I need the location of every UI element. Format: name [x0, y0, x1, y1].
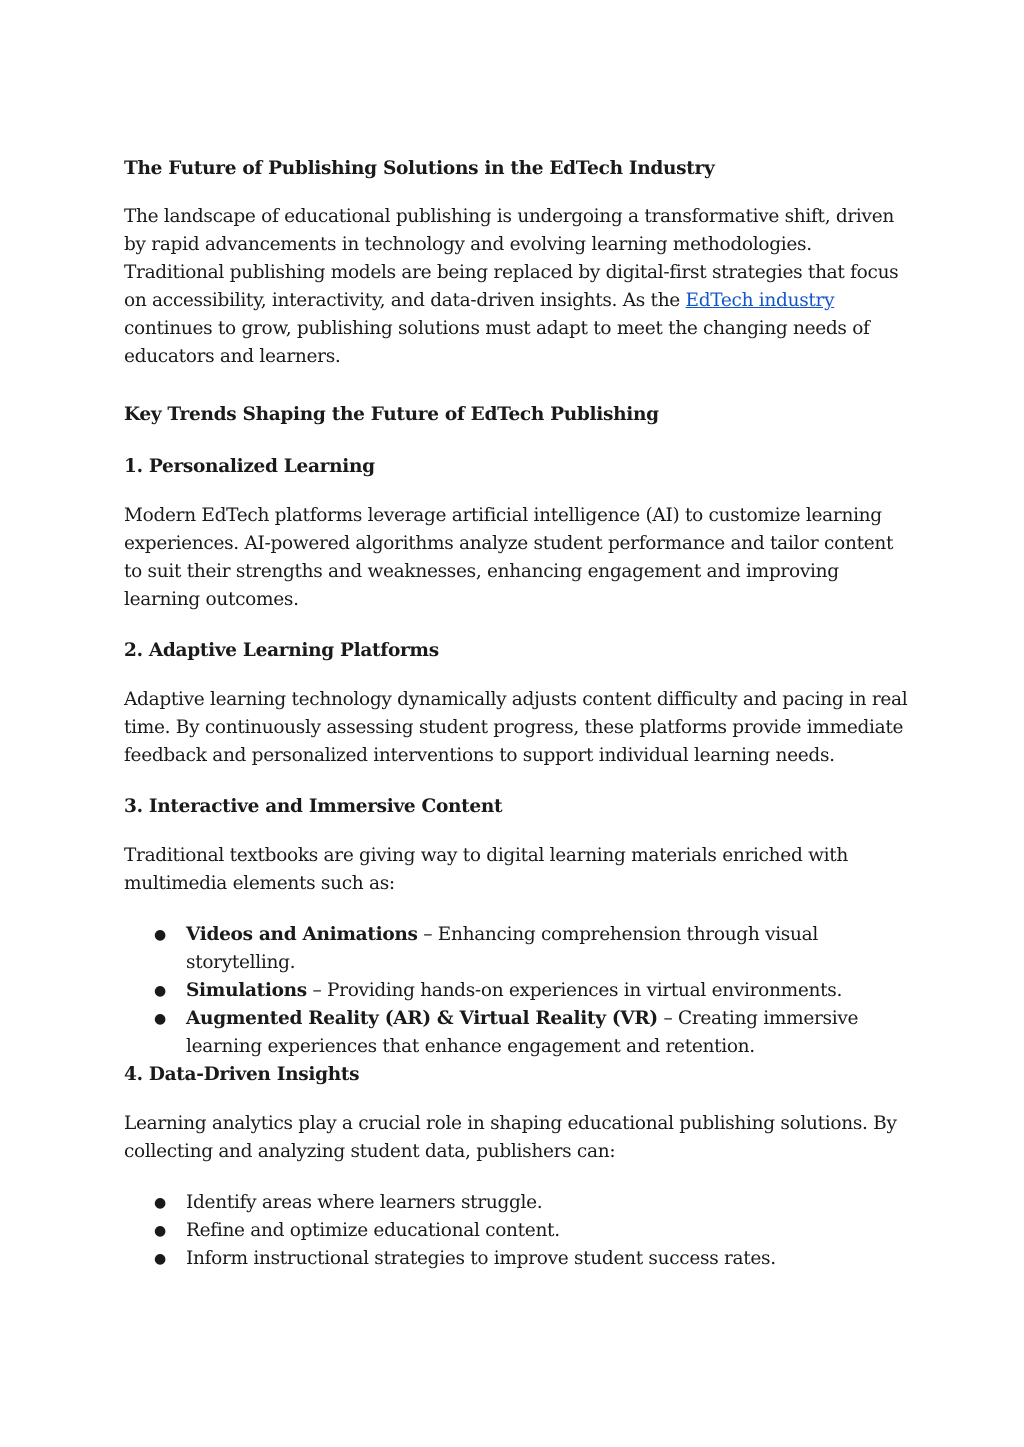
list-item-bold: Simulations [186, 980, 307, 1001]
section-body-personalized-learning: Modern EdTech platforms leverage artificial intelligence (AI) to customize learning experiences. AI-powered algorithms analyze student performance and tailor content to suit their strengths and weaknesses, enhancing engagement and improving learning outcomes. [124, 505, 894, 610]
list-item-bold: Augmented Reality (AR) & Virtual Reality (VR) [186, 1008, 658, 1029]
bullet-icon: ● [154, 983, 166, 999]
section-heading-personalized-learning: 1. Personalized Learning [124, 456, 375, 477]
section-body-data-driven-insights: Learning analytics play a crucial role in shaping educational publishing solutions. By collecting and analyzing student data, publishers can: [124, 1113, 897, 1162]
document-page [124, 155, 914, 1273]
list-item-text: Refine and optimize educational content. [186, 1220, 560, 1241]
interactive-content-list [124, 921, 914, 1061]
list-item-text: Identify areas where learners struggle. [186, 1192, 543, 1213]
bullet-icon: ● [154, 927, 166, 943]
list-item-text: – Creating immersive learning experiences that enhance engagement and retention. [186, 1008, 859, 1057]
list-item-bold: Videos and Animations [186, 924, 418, 945]
list-item [124, 1245, 914, 1273]
list-item-text: – Providing hands-on experiences in virtual environments. [306, 980, 843, 1001]
list-item-text: Inform instructional strategies to improve student success rates. [186, 1248, 776, 1269]
bullet-icon: ● [154, 1251, 166, 1267]
list-item [124, 921, 914, 977]
section-heading-interactive-content: 3. Interactive and Immersive Content [124, 796, 503, 817]
intro-paragraph [124, 203, 914, 371]
bullet-icon: ● [154, 1195, 166, 1211]
list-item [124, 1189, 914, 1217]
key-trends-heading: Key Trends Shaping the Future of EdTech Publishing [124, 404, 659, 425]
document-title: The Future of Publishing Solutions in the EdTech Industry [124, 158, 715, 179]
section-heading-data-driven-insights: 4. Data-Driven Insights [124, 1064, 360, 1085]
list-item [124, 1005, 914, 1061]
list-item [124, 977, 914, 1005]
section-heading-adaptive-learning: 2. Adaptive Learning Platforms [124, 640, 439, 661]
bullet-icon: ● [154, 1011, 166, 1027]
section-body-adaptive-learning: Adaptive learning technology dynamically adjusts content difficulty and pacing in real time. By continuously assessing student progress, these platforms provide immediate feedback and personalized interventions to support individual learning needs. [124, 689, 908, 766]
list-item [124, 1217, 914, 1245]
edtech-industry-link[interactable]: EdTech industry [685, 290, 835, 311]
section-body-interactive-content: Traditional textbooks are giving way to digital learning materials enriched with multimedia elements such as: [124, 845, 848, 894]
intro-text-before-link: The landscape of educational publishing is undergoing a transformative shift, driven by rapid advancements in technology and evolving learning methodologies. Traditional publishing models are being replaced by digital-first strategies that focus on accessibility, interactivity, and data-driven insights. As the [124, 206, 899, 311]
list-item-text: – Enhancing comprehension through visual storytelling. [186, 924, 818, 973]
intro-text-after-link: continues to grow, publishing solutions must adapt to meet the changing needs of educators and learners. [124, 318, 870, 367]
bullet-icon: ● [154, 1223, 166, 1239]
publisher-actions-list [124, 1189, 914, 1273]
